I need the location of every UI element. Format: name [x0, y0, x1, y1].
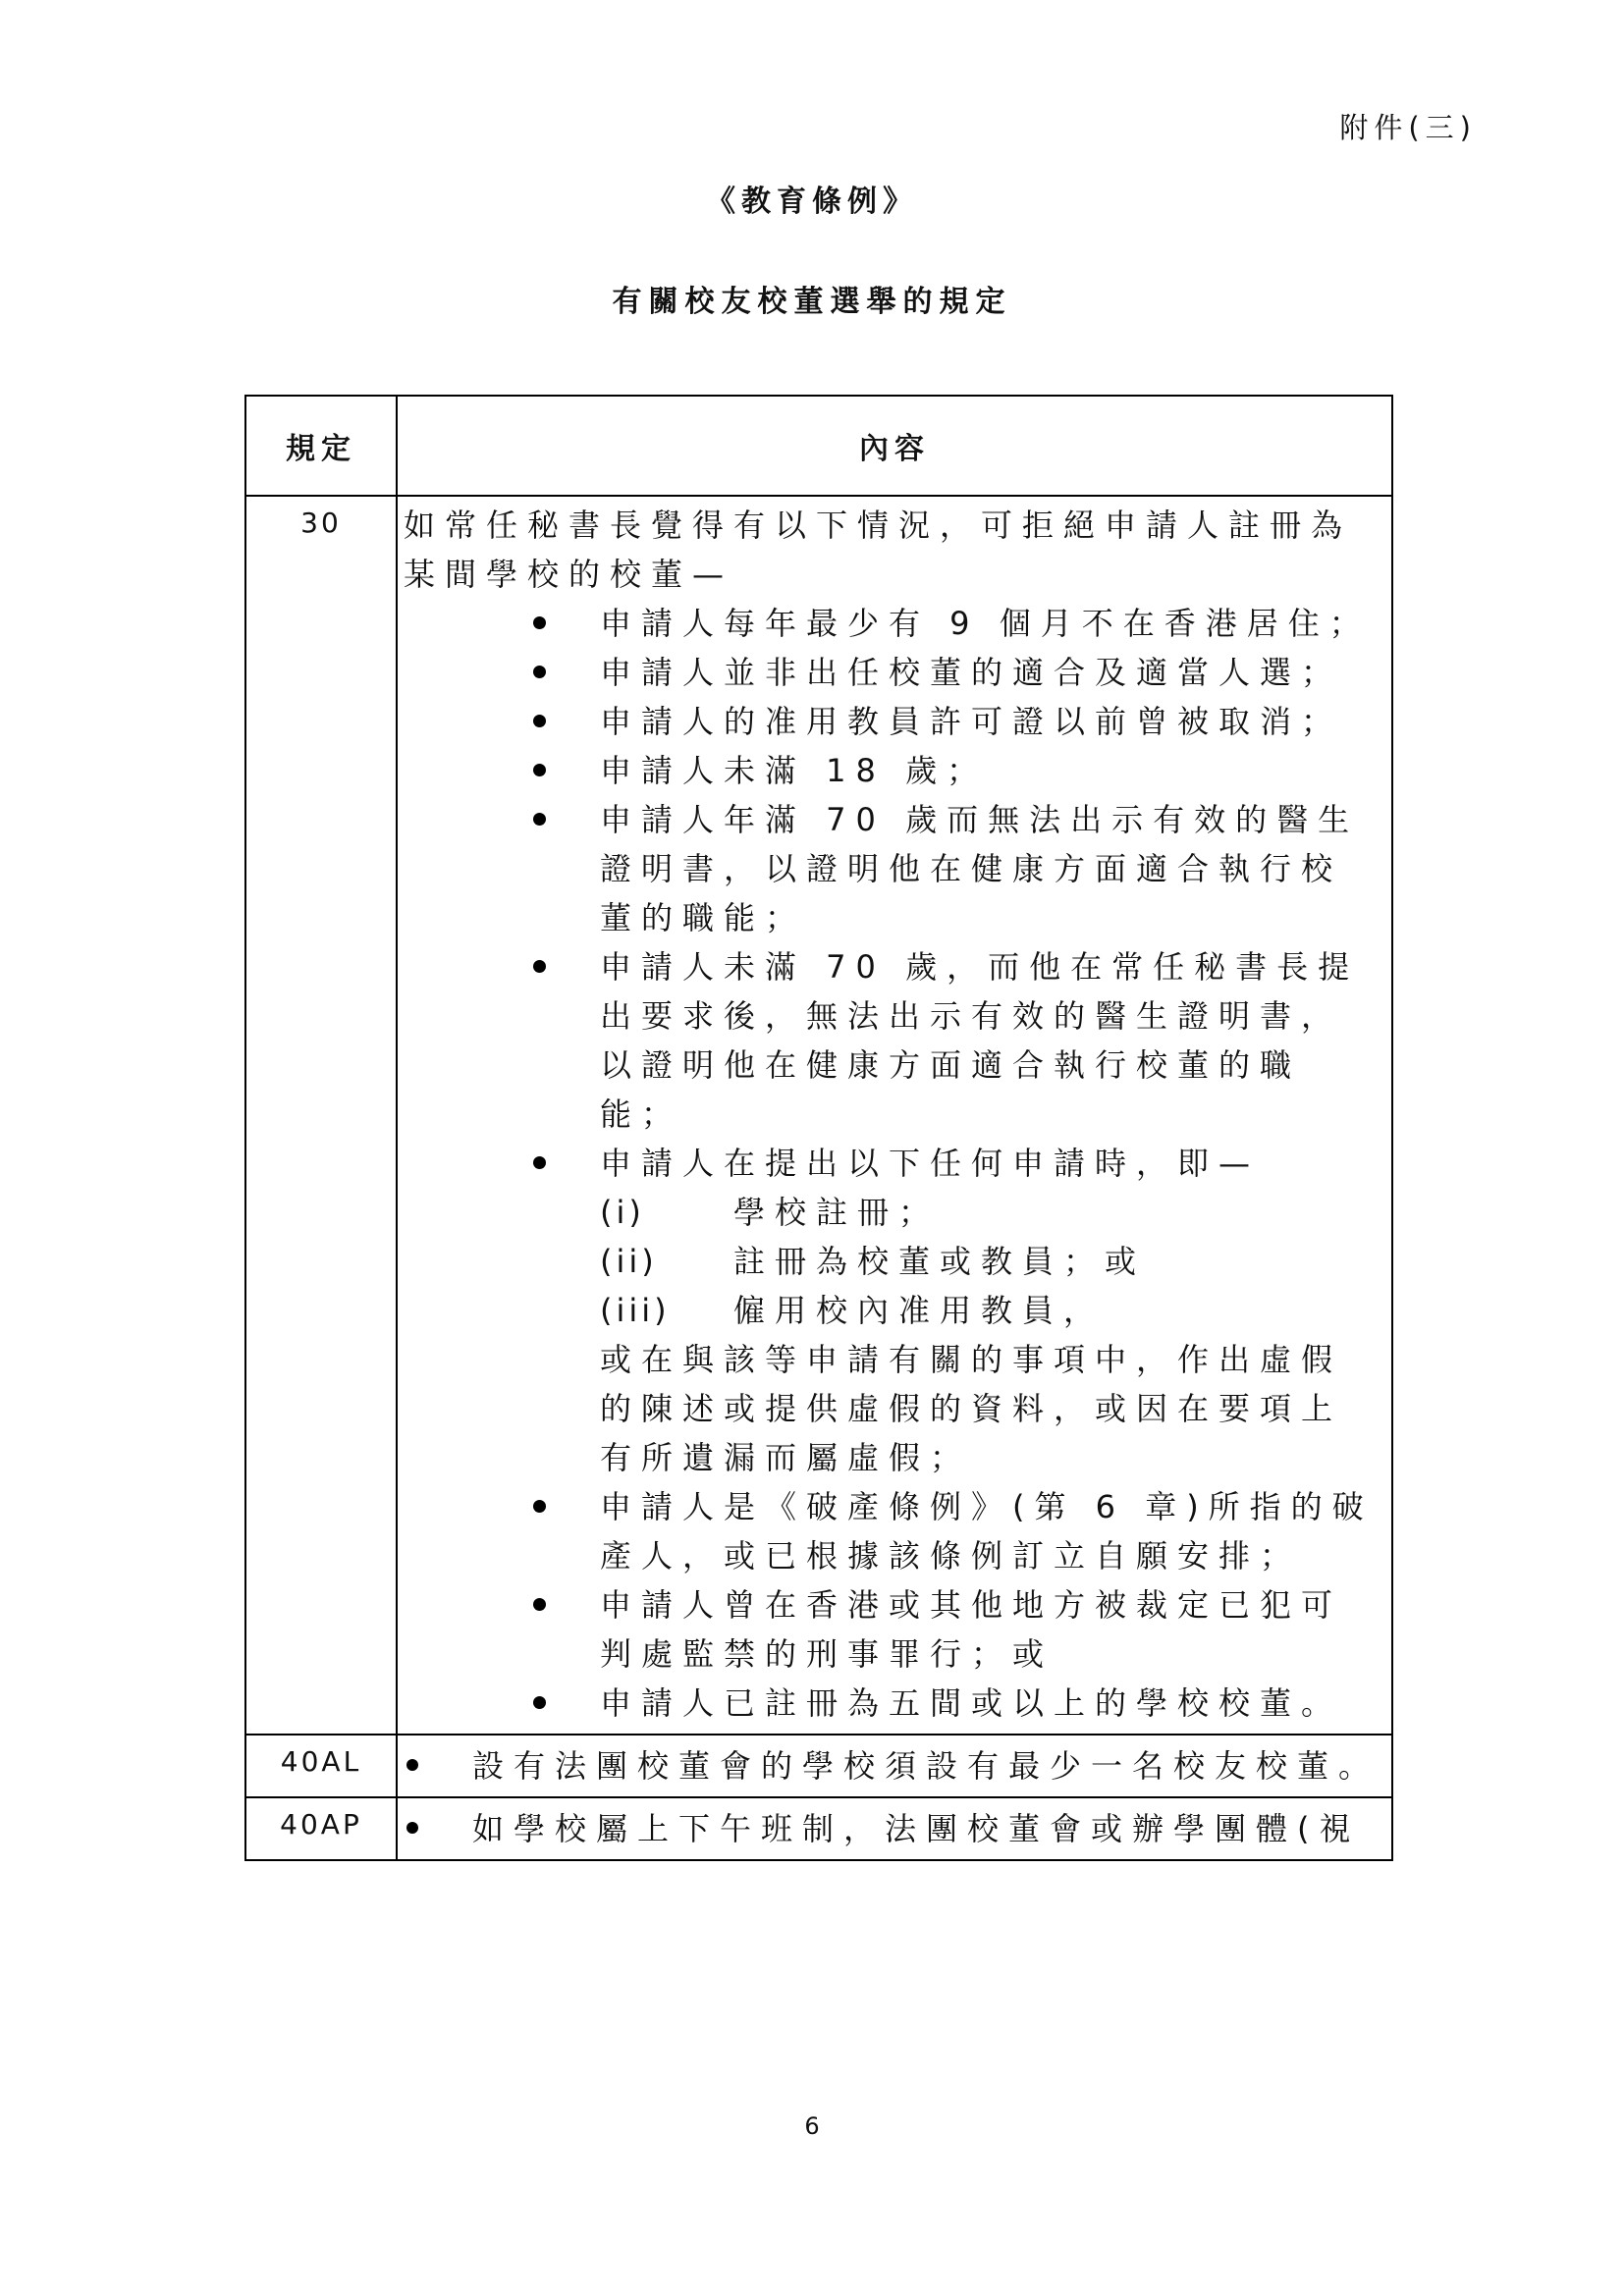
list-item-text: 申請人未滿 70 歲，而他在常任秘書長提出要求後，無法出示有效的醫生證明書，以證明他在健康方面適合執行校董的職能； — [600, 948, 1360, 1133]
regulation-content — [397, 496, 1392, 1735]
regulation-text: 設有法團校董會的學校須設有最少一名校友校董。 — [472, 1747, 1380, 1785]
bullet-icon — [533, 1696, 546, 1709]
regulation-text: 如學校屬上下午班制，法團校董會或辦學團體(視 — [472, 1810, 1361, 1847]
list-item-text: 申請人的准用教員許可證以前曾被取消； — [600, 703, 1343, 740]
list-item — [398, 746, 1380, 795]
table-header-row — [245, 396, 1392, 496]
list-item — [398, 795, 1380, 942]
table-row — [245, 496, 1392, 1735]
sub-item-number: (i) — [600, 1194, 645, 1231]
table-row — [245, 1735, 1392, 1797]
list-item — [398, 1580, 1380, 1679]
sub-item-text: 註冊為校董或教員；或 — [733, 1243, 1147, 1280]
bullet-icon — [533, 1156, 546, 1169]
list-item — [398, 1139, 1380, 1482]
header-content: 內容 — [397, 396, 1392, 496]
bullet-icon — [406, 1759, 418, 1771]
condition-list — [398, 599, 1391, 1734]
regulation-content — [397, 1797, 1392, 1860]
page-number: 6 — [804, 2112, 820, 2140]
sub-item-tail: 或在與該等申請有關的事項中，作出虛假的陳述或提供虛假的資料，或因在要項上有所遺漏而屬虛假； — [600, 1341, 1343, 1476]
bullet-icon — [533, 1500, 546, 1513]
list-item-text: 申請人並非出任校董的適合及適當人選； — [600, 654, 1343, 691]
regulation-content — [397, 1735, 1392, 1797]
regulation-number: 30 — [245, 496, 397, 1735]
list-item-text: 申請人已註冊為五間或以上的學校校董。 — [600, 1684, 1343, 1722]
list-item — [398, 1679, 1380, 1728]
bullet-icon — [533, 960, 546, 973]
list-item-text: 申請人每年最少有 9 個月不在香港居住； — [600, 605, 1371, 642]
sub-item-text: 僱用校內准用教員， — [733, 1292, 1106, 1329]
table-row — [245, 1797, 1392, 1860]
list-item — [398, 1482, 1380, 1580]
regulation-intro: 如常任秘書長覺得有以下情況，可拒絕申請人註冊為某間學校的校董— — [404, 507, 1353, 593]
regulation-number: 40AL — [245, 1735, 397, 1797]
sub-item-text: 學校註冊； — [733, 1194, 941, 1231]
sub-item-number: (ii) — [600, 1243, 658, 1280]
sub-item — [600, 1237, 1380, 1286]
list-item-text: 申請人年滿 70 歲而無法出示有效的醫生證明書，以證明他在健康方面適合執行校董的職能； — [600, 801, 1360, 936]
document-title: 《教育條例》 — [706, 185, 918, 219]
sub-item — [600, 1188, 1380, 1237]
bullet-icon — [533, 715, 546, 727]
sub-item — [600, 1286, 1380, 1335]
list-item-text: 申請人曾在香港或其他地方被裁定已犯可判處監禁的刑事罪行；或 — [600, 1586, 1343, 1673]
document-subtitle: 有關校友校董選舉的規定 — [612, 285, 1012, 319]
list-item-text: 申請人在提出以下任何申請時，即— — [600, 1145, 1261, 1182]
header-regulation: 規定 — [245, 396, 397, 496]
regulations-table — [244, 395, 1393, 1861]
list-item-text: 申請人未滿 18 歲； — [600, 752, 989, 789]
list-item — [398, 697, 1380, 746]
list-item-text: 申請人是《破產條例》(第 6 章)所指的破產人，或已根據該條例訂立自願安排； — [600, 1488, 1374, 1575]
regulation-number: 40AP — [245, 1797, 397, 1860]
bullet-icon — [533, 764, 546, 776]
bullet-icon — [533, 813, 546, 826]
bullet-icon — [533, 1598, 546, 1611]
list-item — [398, 942, 1380, 1139]
bullet-icon — [406, 1822, 418, 1834]
bullet-icon — [533, 666, 546, 678]
list-item — [398, 648, 1380, 697]
sub-item-number: (iii) — [600, 1292, 671, 1329]
annex-label: 附件(三) — [1339, 111, 1477, 144]
bullet-icon — [533, 616, 546, 629]
list-item — [398, 599, 1380, 648]
